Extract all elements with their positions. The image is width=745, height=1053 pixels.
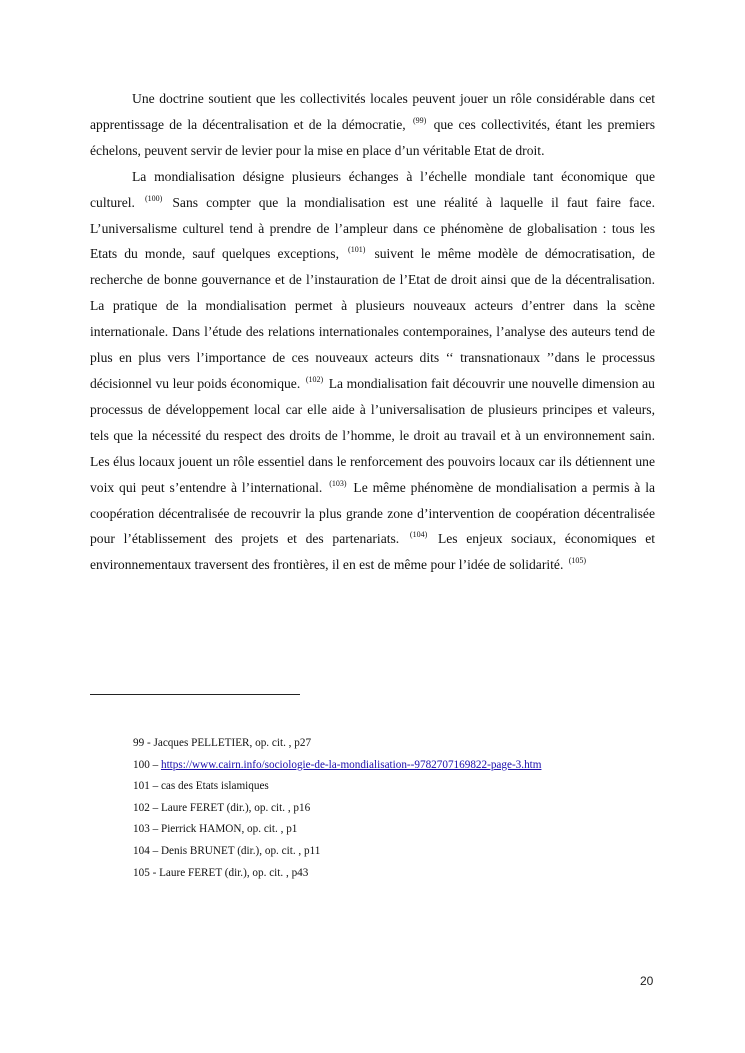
paragraph-text: que ces collectivités, étant les premiers échelons, peuvent servir de levier pour la mise en place d’un véritable Etat de droit. — [90, 116, 655, 158]
footnote-separator — [90, 694, 300, 695]
footnote-100 — [133, 755, 693, 777]
paragraph-text: Le même phénomène de mondialisation a permis à la coopération décentralisée de recouvrir la plus grande zone d’intervention de coopération décentralisée pour l’établissement des projets et des partenariats. — [90, 479, 656, 547]
paragraph-text: Une doctrine soutient que les collectivités locales peuvent jouer un rôle considérable dans cet apprentissage de la décentralisation et de la démocratie, — [90, 91, 655, 132]
footnote-100-number: 100 – — [133, 758, 161, 771]
paragraph-text: suivent le même modèle de démocratisation, de recherche de bonne gouvernance et de l’instauration de l’Etat de droit ainsi que de la décentralisation. La pratique de la mondialisation permet à plusieurs nouveaux acteurs d’entrer dans la scène internationale. Dans l’étude des relations internationales contemporaines, l’analyse des auteurs tend de plus en plus vers l’importance de ces nouveaux acteurs dits ‘‘ transnationaux ’’dans le processus décisionnel vu leur poids économique. — [90, 246, 655, 391]
footnote-99: 99 - Jacques PELLETIER, op. cit. , p27 — [133, 737, 312, 749]
footnotes-list — [133, 733, 693, 884]
paragraph-text: La mondialisation fait découvrir une nouvelle dimension au processus de développement local car elle aide à l’universalisation de plusieurs principes et valeurs, tels que la nécessité du respect des droits de l’homme, le droit au travail et à un environnement sain. Les élus locaux jouent un rôle essentiel dans le renforcement des pouvoirs locaux car ils détiennent une voix qui peut s’entendre à l’international. — [90, 375, 655, 495]
footnote-ref-99[interactable]: (99) — [412, 115, 427, 125]
main-body-text — [90, 86, 655, 578]
footnote-105: 105 - Laure FERET (dir.), op. cit. , p43 — [133, 866, 309, 879]
paragraph-text: Sans compter que la mondialisation est une réalité à laquelle il faut faire face. L’universalisme culturel tend à prendre de l’ampleur dans ce phénomène de globalisation : tous les Etats du monde, sauf quelques exceptions, — [90, 194, 655, 262]
footnote-ref-104[interactable]: (104) — [409, 530, 428, 540]
footnote-101: 101 – cas des Etats islamiques — [133, 780, 269, 793]
paragraph-decentralisation — [90, 86, 655, 164]
footnote-ref-105[interactable]: (105) — [568, 556, 587, 566]
paragraph-text: Les enjeux sociaux, économiques et environnementaux traversent des frontières, il en est de même pour l’idée de solidarité. — [90, 531, 656, 573]
footnote-ref-101[interactable]: (101) — [348, 245, 366, 255]
footnote-ref-103[interactable]: (103) — [329, 478, 347, 488]
footnote-ref-102[interactable]: (102) — [305, 374, 324, 384]
footnote-104: 104 – Denis BRUNET (dir.), op. cit. , p11 — [133, 844, 321, 857]
paragraph-mondialisation — [90, 164, 655, 579]
paragraph-text: La mondialisation désigne plusieurs échanges à l’échelle mondiale tant économique que culturel. — [90, 168, 655, 210]
footnote-102: 102 – Laure FERET (dir.), op. cit. , p16 — [133, 801, 311, 814]
footnote-103: 103 – Pierrick HAMON, op. cit. , p1 — [133, 823, 298, 836]
page-number: 20 — [640, 974, 654, 988]
footnote-100-link[interactable]: https://www.cairn.info/sociologie-de-la-mondialisation--9782707169822-page-3.htm — [160, 758, 542, 771]
footnote-ref-100[interactable]: (100) — [144, 193, 163, 203]
